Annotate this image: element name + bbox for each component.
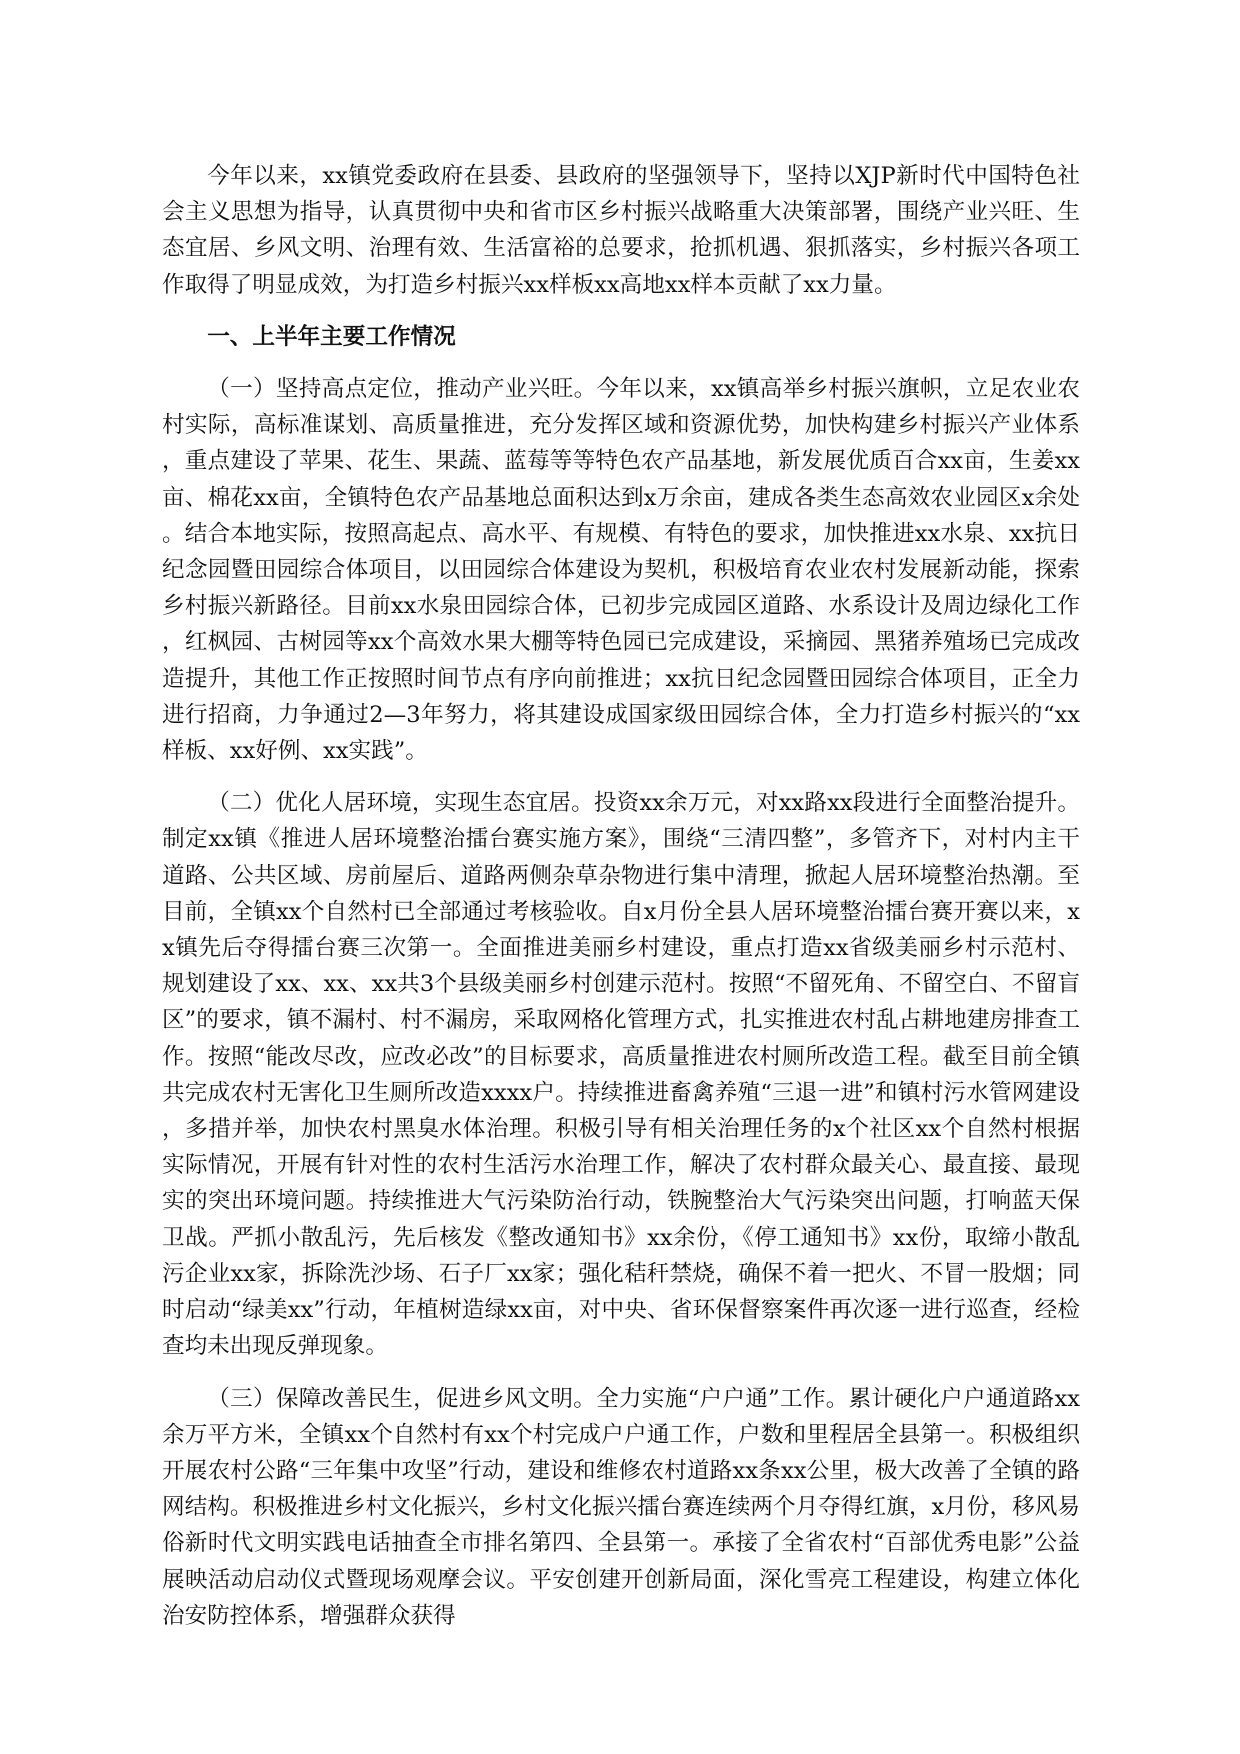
document-page: [162, 158, 1080, 1650]
paragraph-livelihood: （三）保障改善民生，促进乡风文明。全力实施“户户通”工作。累计硬化户户通道路xx余万平方米，全镇xx个自然村有xx个村完成户户通工作，户数和里程居全县第一。积极组织开展农村公路“三年集中攻坚”行动，建设和维修农村道路xx条xx公里，极大改善了全镇的路网结构。积极推进乡村文化振兴，乡村文化振兴擂台赛连续两个月夺得红旗，x月份，移风易俗新时代文明实践电话抽查全市排名第四、全县第一。承接了全省农村“百部优秀电影”公益展映活动启动仪式暨现场观摩会议。平安创建开创新局面，深化雪亮工程建设，构建立体化治安防控体系，增强群众获得: [162, 1385, 1080, 1629]
paragraph-environment: （二）优化人居环境，实现生态宜居。投资xx余万元，对xx路xx段进行全面整治提升。制定xx镇《推进人居环境整治擂台赛实施方案》，围绕“三清四整”，多管齐下，对村内主干道路、公共区域、房前屋后、道路两侧杂草杂物进行集中清理，掀起人居环境整治热潮。至目前，全镇xx个自然村已全部通过考核验收。自x月份全县人居环境整治擂台赛开赛以来，xx镇先后夺得擂台赛三次第一。全面推进美丽乡村建设，重点打造xx省级美丽乡村示范村、规划建设了xx、xx、xx共3个县级美丽乡村创建示范村。按照“不留死角、不留空白、不留盲区”的要求，镇不漏村、村不漏房，采取网格化管理方式，扎实推进农村乱占耕地建房排查工作。按照“能改尽改，应改必改”的目标要求，高质量推进农村厕所改造工程。截至目前全镇共完成农村无害化卫生厕所改造xxxx户。持续推进畜禽养殖“三退一进”和镇村污水管网建设，多措并举，加快农村黑臭水体治理。积极引导有相关治理任务的x个社区xx个自然村根据实际情况，开展有针对性的农村生活污水治理工作，解决了农村群众最关心、最直接、最现实的突出环境问题。持续推进大气污染防治行动，铁腕整治大气污染突出问题，打响蓝天保卫战。严抓小散乱污，先后核发《整改通知书》xx余份，《停工通知书》xx份，取缔小散乱污企业xx家，拆除洗沙场、石子厂xx家；强化秸秆禁烧，确保不着一把火、不冒一股烟；同时启动“绿美xx”行动，年植树造绿xx亩，对中央、省环保督察案件再次逐一进行巡查，经检查均未出现反弹现象。: [162, 790, 1080, 1360]
intro-paragraph: 今年以来，xx镇党委政府在县委、县政府的坚强领导下，坚持以XJP新时代中国特色社会主义思想为指导，认真贯彻中央和省市区乡村振兴战略重大决策部署，围绕产业兴旺、生态宜居、乡风文明、治理有效、生活富裕的总要求，抢抓机遇、狠抓落实，乡村振兴各项工作取得了明显成效，为打造乡村振兴xx样板xx高地xx样本贡献了xx力量。: [162, 163, 1080, 298]
paragraph-industry: （一）坚持高点定位，推动产业兴旺。今年以来，xx镇高举乡村振兴旗帜，立足农业农村实际，高标准谋划、高质量推进，充分发挥区域和资源优势，加快构建乡村振兴产业体系，重点建设了苹果、花生、果蔬、蓝莓等等特色农产品基地，新发展优质百合xx亩，生姜xx亩、棉花xx亩，全镇特色农产品基地总面积达到x万余亩，建成各类生态高效农业园区x余处。结合本地实际，按照高起点、高水平、有规模、有特色的要求，加快推进xx水泉、xx抗日纪念园暨田园综合体项目，以田园综合体建设为契机，积极培育农业农村发展新动能，探索乡村振兴新路径。目前xx水泉田园综合体，已初步完成园区道路、水系设计及周边绿化工作，红枫园、古树园等xx个高效水果大棚等特色园已完成建设，采摘园、黑猪养殖场已完成改造提升，其他工作正按照时间节点有序向前推进；xx抗日纪念园暨田园综合体项目，正全力进行招商，力争通过2—3年努力，将其建设成国家级田园综合体，全力打造乡村振兴的“xx样板、xx好例、xx实践”。: [162, 376, 1080, 765]
section-heading-main-work: 一、上半年主要工作情况: [207, 323, 456, 350]
